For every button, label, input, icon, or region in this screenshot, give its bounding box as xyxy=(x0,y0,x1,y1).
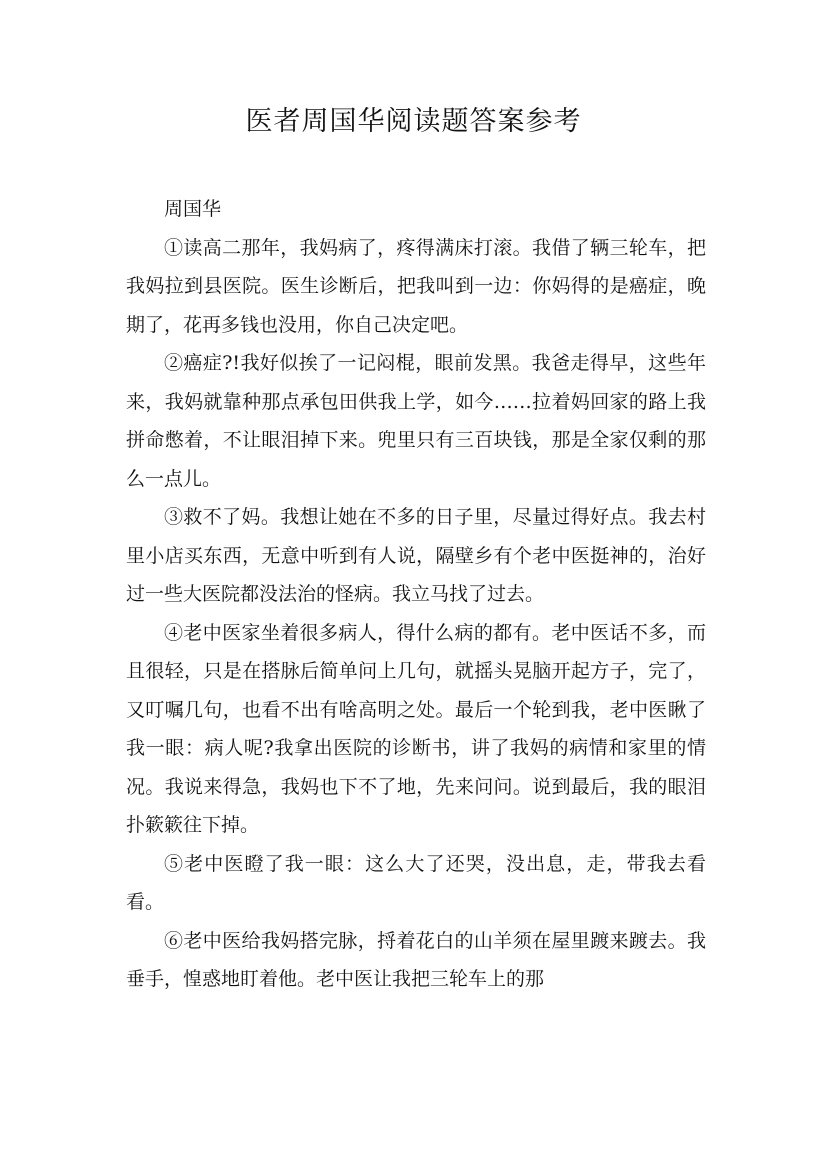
paragraph-2: ②癌症?!我好似挨了一记闷棍，眼前发黑。我爸走得早，这些年来，我妈就靠种那点承包田供我上学，如今……拉着妈回家的路上我拼命憋着，不让眼泪掉下来。兜里只有三百块钱，那是全家仅剩的那么一点儿。 xyxy=(126,352,706,490)
paragraph-6: ⑥老中医给我妈搭完脉，捋着花白的山羊须在屋里踱来踱去。我垂手，惶惑地盯着他。老中医让我把三轮车上的那 xyxy=(126,929,706,990)
paragraph-5: ⑤老中医瞪了我一眼：这么大了还哭，没出息，走，带我去看看。 xyxy=(126,852,706,913)
paragraph-1: ①读高二那年，我妈病了，疼得满床打滚。我借了辆三轮车，把我妈拉到县医院。医生诊断后，把我叫到一边：你妈得的是癌症，晚期了，花再多钱也没用，你自己决定吧。 xyxy=(126,236,706,336)
document-body xyxy=(126,190,706,999)
paragraph-3: ③救不了妈。我想让她在不多的日子里，尽量过得好点。我去村里小店买东西，无意中听到有人说，隔壁乡有个老中医挺神的，治好过一些大医院都没法治的怪病。我立马找了过去。 xyxy=(126,506,706,605)
author-line: 周国华 xyxy=(164,198,222,220)
document-title: 医者周国华阅读题答案参考 xyxy=(245,106,582,137)
paragraph-4: ④老中医家坐着很多病人，得什么病的都有。老中医话不多，而且很轻，只是在搭脉后简单问上几句，就摇头晃脑开起方子，完了，又叮嘱几句，也看不出有啥高明之处。最后一个轮到我，老中医瞅了我一眼：病人呢?我拿出医院的诊断书，讲了我妈的病情和家里的情况。我说来得急，我妈也下不了地，先来问问。说到最后，我的眼泪扑簌簌往下掉。 xyxy=(126,621,706,836)
